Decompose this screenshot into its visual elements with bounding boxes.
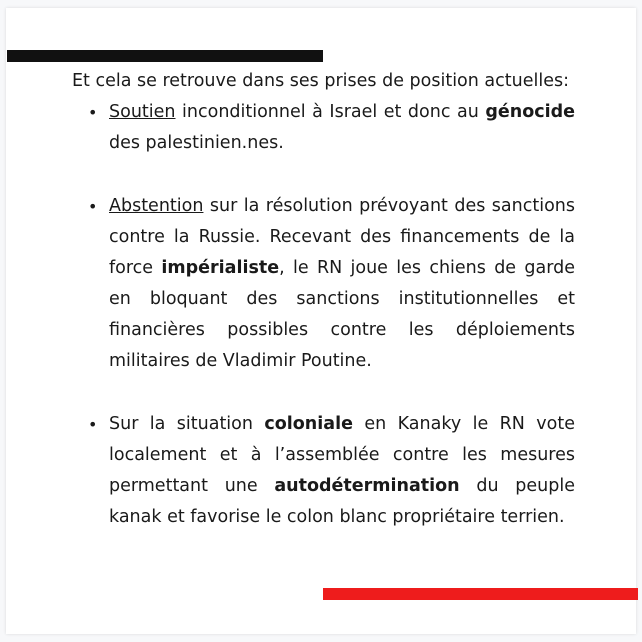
item-text: sur la résolution prévoyant des sanctions contre la Russie. Recevant des financements de la force bbox=[109, 196, 575, 278]
bullet-icon: • bbox=[88, 197, 98, 216]
item-text: du peuple kanak et favorise le colon blanc propriétaire terrien. bbox=[109, 476, 575, 527]
document-body bbox=[72, 66, 575, 533]
bold-term: génocide bbox=[485, 102, 575, 122]
bullet-icon: • bbox=[88, 415, 98, 434]
underlined-term: Abstention bbox=[109, 196, 204, 216]
underlined-term: Soutien bbox=[109, 102, 176, 122]
list-item-abstention bbox=[72, 191, 575, 377]
item-text: inconditionnel à Israel et donc au bbox=[175, 102, 486, 122]
item-text: Sur la situation bbox=[109, 414, 265, 434]
item-text: des palestinien.nes. bbox=[109, 133, 284, 153]
item-text: en Kanaky le RN vote localement et à l’assemblée contre les mesures permettant une bbox=[109, 414, 575, 496]
item-text: , le RN joue les chiens de garde en bloquant des sanctions institutionnelles et financières possibles contre les déploiements militaires de Vladimir Poutine. bbox=[109, 258, 575, 371]
bullet-icon: • bbox=[88, 103, 98, 122]
intro-paragraph: Et cela se retrouve dans ses prises de position actuelles: bbox=[72, 71, 569, 91]
top-accent-bar bbox=[7, 50, 323, 62]
list-item-kanaky bbox=[72, 409, 575, 533]
bold-term: coloniale bbox=[264, 414, 353, 434]
list-item-soutien bbox=[72, 97, 575, 159]
bold-term: autodétermination bbox=[274, 476, 460, 496]
position-list bbox=[72, 97, 575, 533]
bold-term: impérialiste bbox=[161, 258, 280, 278]
bottom-accent-bar bbox=[323, 588, 638, 600]
